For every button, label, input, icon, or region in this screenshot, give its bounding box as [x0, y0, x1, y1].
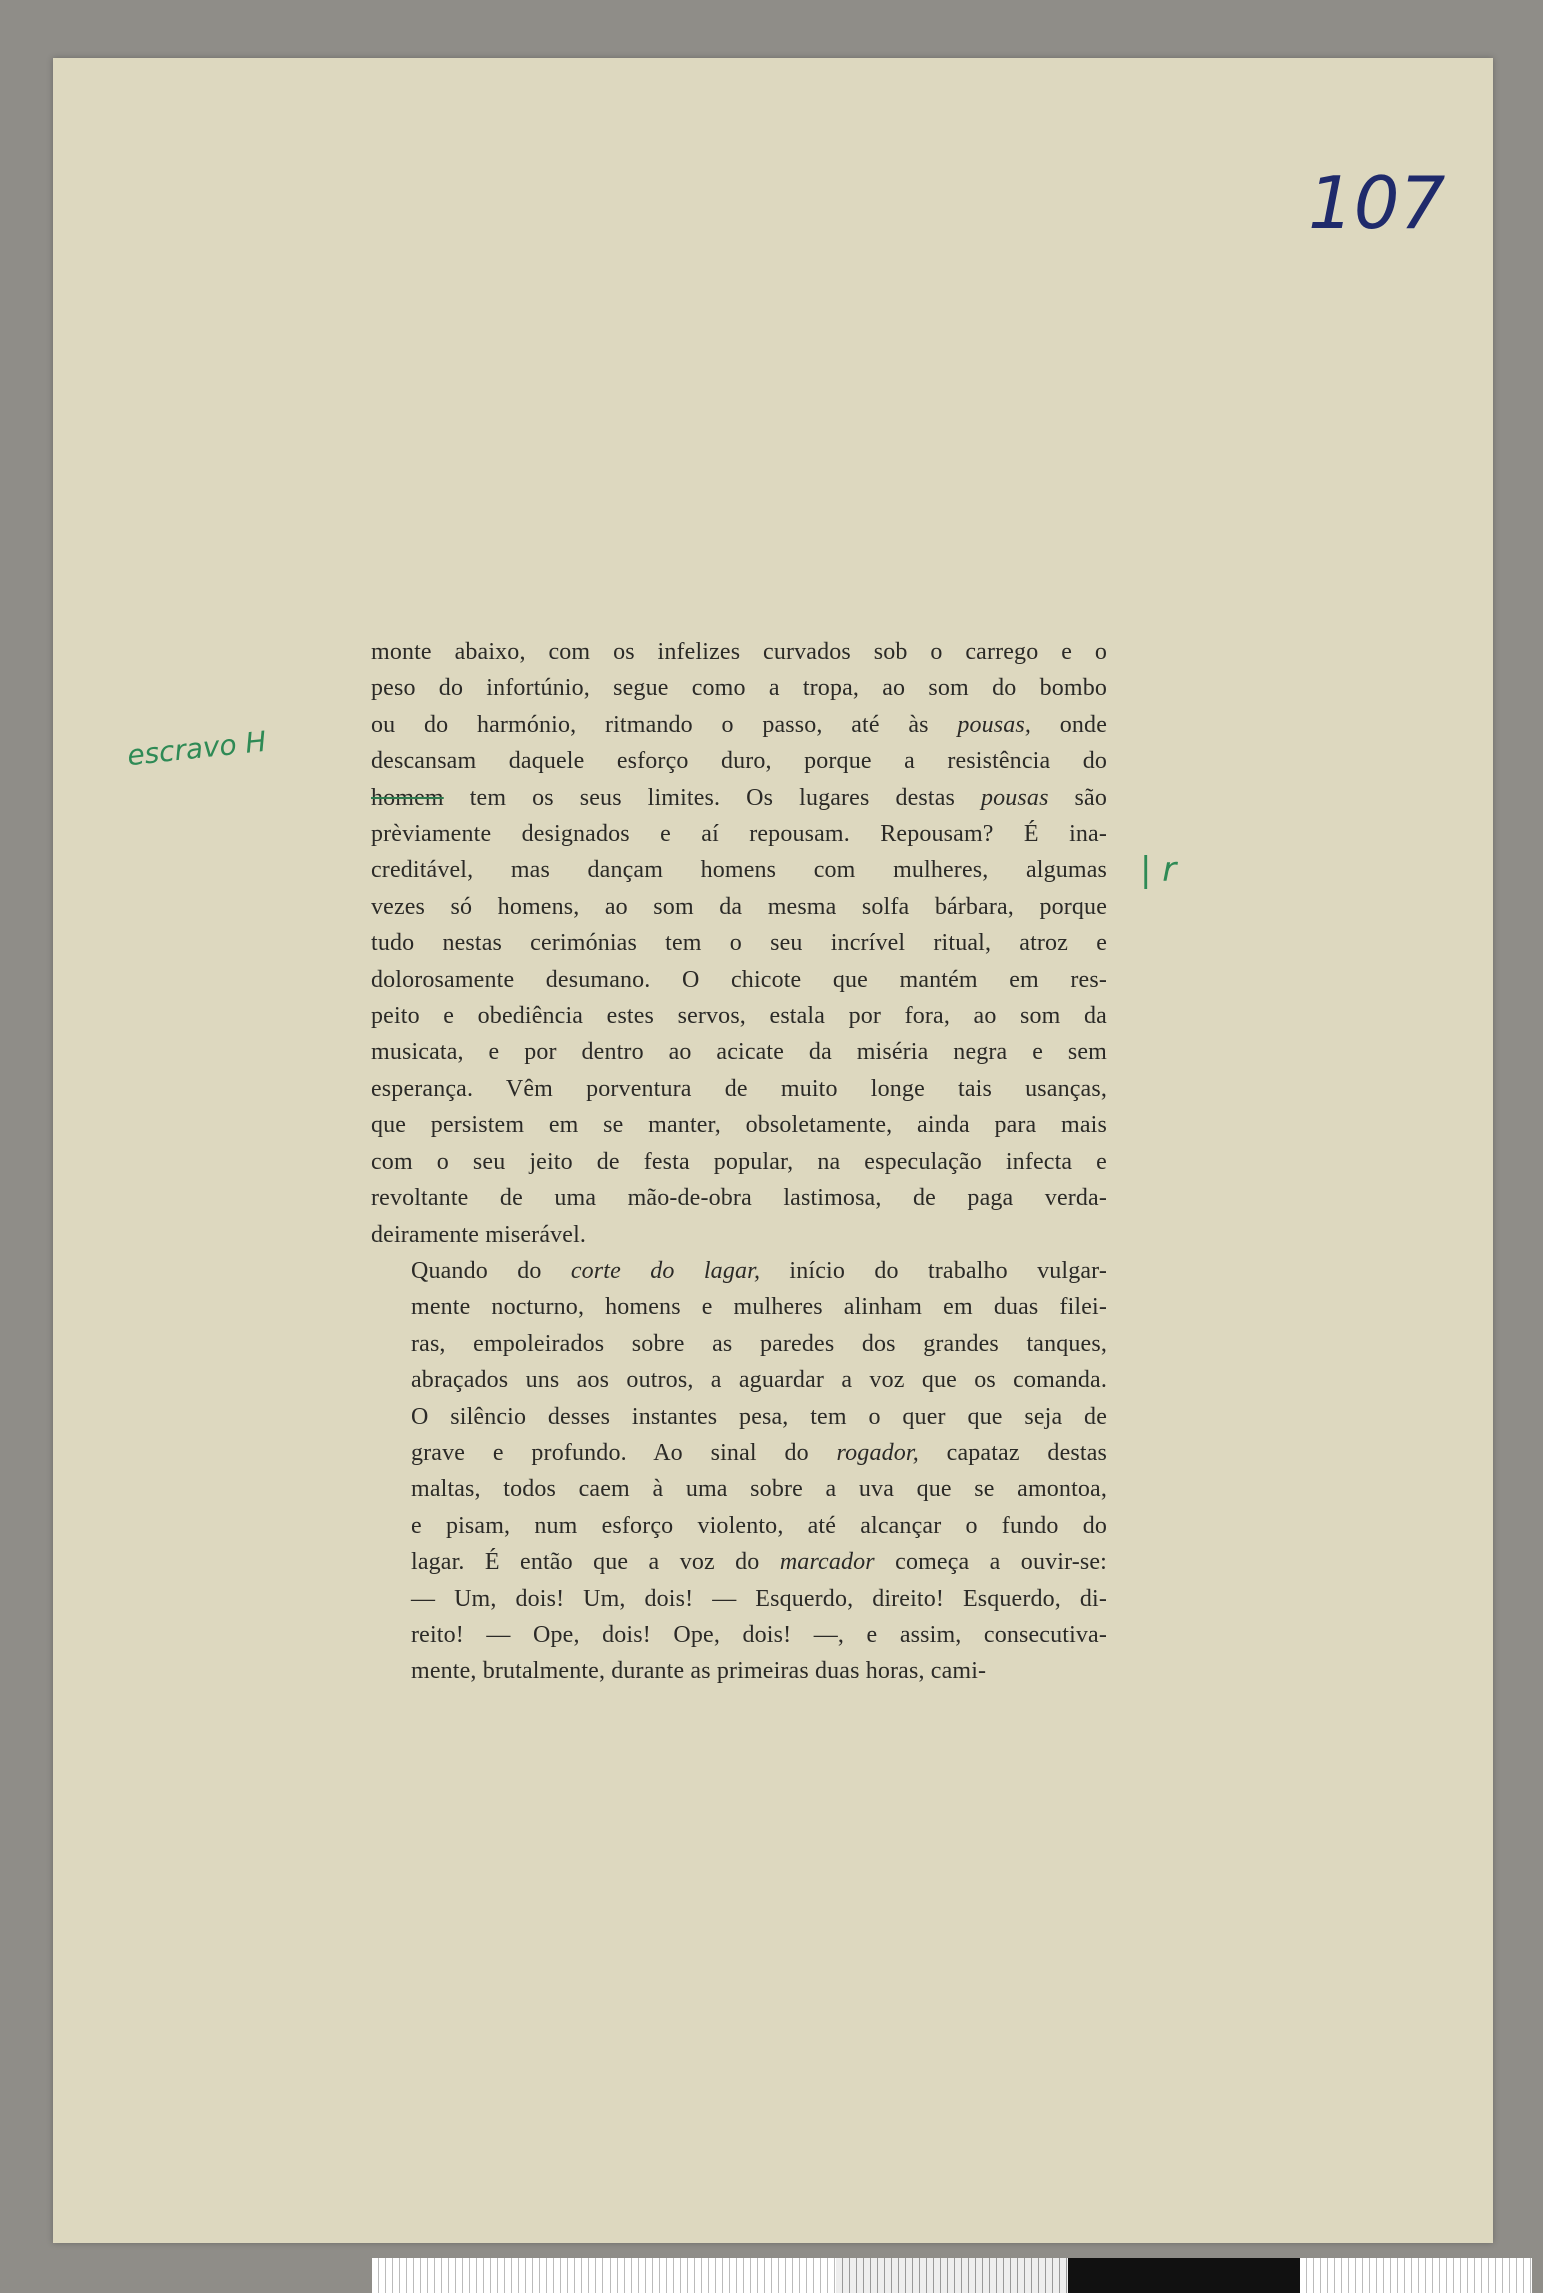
- text-line: com o seu jeito de festa popular, na especulação infecta e: [371, 1148, 1107, 1175]
- ruler-segment: [1068, 2258, 1300, 2293]
- text-line: tudo nestas cerimónias tem o seu incrível ritual, atroz e: [371, 930, 1107, 957]
- text-line: esperança. Vêm porventura de muito longe tais usanças,: [371, 1075, 1107, 1102]
- text-line: Quando do corte do lagar, início do trabalho vulgar-: [411, 1257, 1107, 1284]
- text-line: monte abaixo, com os infelizes curvados sob o carrego e o: [371, 639, 1107, 665]
- text-line: mente, brutalmente, durante as primeiras duas horas, cami-: [411, 1658, 987, 1685]
- text-line: mente nocturno, homens e mulheres alinham em duas filei-: [411, 1294, 1107, 1321]
- text-line: homem tem os seus limites. Os lugares destas pousas são: [371, 784, 1107, 811]
- text-line: O silêncio desses instantes pesa, tem o quer que seja de: [411, 1403, 1107, 1430]
- text-line: maltas, todos caem à uma sobre a uva que se amontoa,: [411, 1476, 1107, 1503]
- text-line: dolorosamente desumano. O chicote que mantém em res-: [371, 966, 1107, 993]
- body-text: [371, 634, 1107, 1690]
- margin-note-right: | r: [1140, 850, 1177, 890]
- ruler-segment: [372, 2258, 604, 2293]
- text-line: reito! — Ope, dois! Ope, dois! —, e assim, consecutiva-: [411, 1621, 1107, 1648]
- text-line: ou do harmónio, ritmando o passo, até às pousas, onde: [371, 711, 1107, 738]
- text-line: peso do infortúnio, segue como a tropa, ao som do bombo: [371, 675, 1107, 702]
- text-line: musicata, e por dentro ao acicate da miséria negra e sem: [371, 1039, 1107, 1066]
- text-line: lagar. É então que a voz do marcador começa a ouvir-se:: [411, 1549, 1107, 1576]
- paragraph: [371, 1253, 1107, 1690]
- text-line: revoltante de uma mão-de-obra lastimosa, de paga verda-: [371, 1185, 1107, 1212]
- text-line: prèviamente designados e aí repousam. Repousam? É ina-: [371, 821, 1107, 848]
- text-line: creditável, mas dançam homens com mulheres, algumas: [371, 857, 1107, 884]
- text-line: deiramente miserável.: [371, 1221, 587, 1248]
- text-line: e pisam, num esforço violento, até alcançar o fundo do: [411, 1512, 1107, 1539]
- text-line: peito e obediência estes servos, estala por fora, ao som da: [371, 1003, 1107, 1030]
- text-line: abraçados uns aos outros, a aguardar a voz que os comanda.: [411, 1367, 1107, 1394]
- color-ruler: [372, 2258, 1532, 2293]
- text-line: ras, empoleirados sobre as paredes dos grandes tanques,: [411, 1330, 1107, 1357]
- text-line: grave e profundo. Ao sinal do rogador, capataz destas: [411, 1439, 1107, 1466]
- margin-note-left: escravo H: [125, 724, 268, 773]
- ruler-segment: [836, 2258, 1068, 2293]
- text-line: — Um, dois! Um, dois! — Esquerdo, direito! Esquerdo, di-: [411, 1585, 1107, 1612]
- text-line: descansam daquele esforço duro, porque a resistência do: [371, 748, 1107, 775]
- handwritten-page-number-icon: [1298, 158, 1498, 248]
- ruler-segment: [604, 2258, 836, 2293]
- text-line: vezes só homens, ao som da mesma solfa bárbara, porque: [371, 893, 1107, 920]
- text-line: que persistem em se manter, obsoletamente, ainda para mais: [371, 1112, 1107, 1139]
- ruler-segment: [1300, 2258, 1532, 2293]
- paragraph: [371, 634, 1107, 1253]
- document-page: [53, 58, 1493, 2243]
- page-number: [1298, 158, 1498, 248]
- page-number-text: 107: [1308, 161, 1446, 245]
